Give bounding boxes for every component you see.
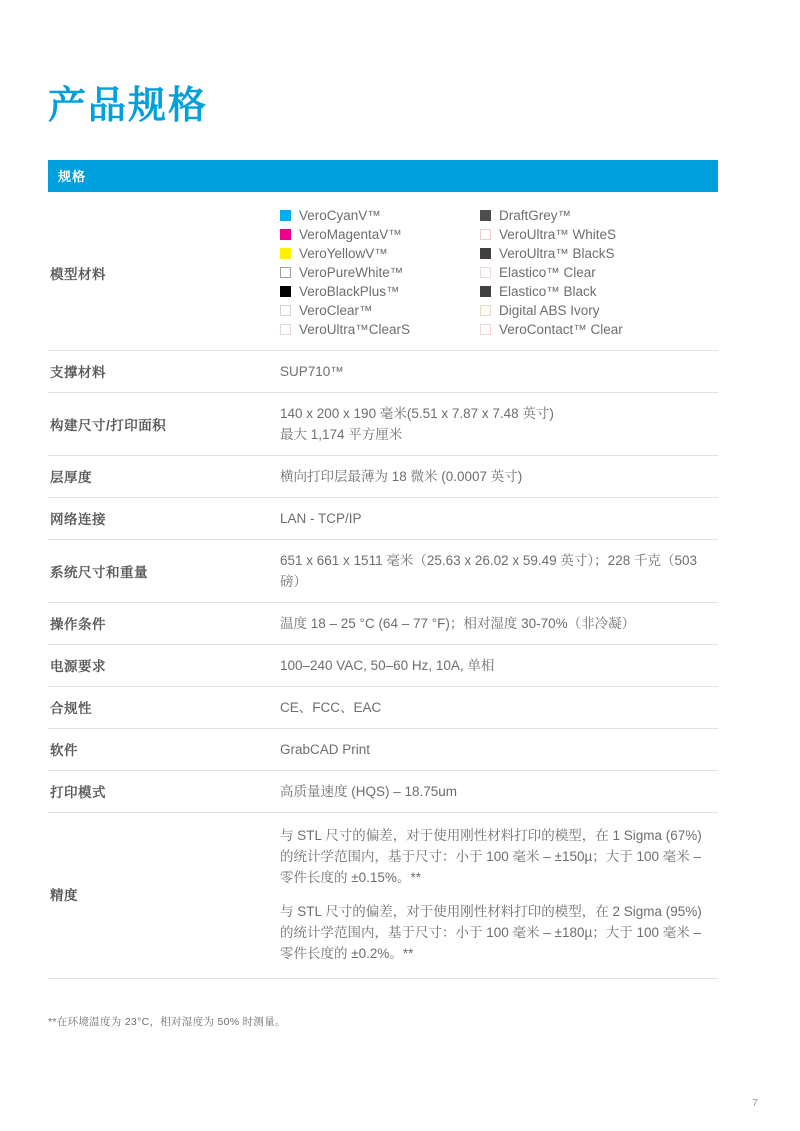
row-value <box>280 825 718 964</box>
clear-square-icon <box>480 324 491 335</box>
material-name: VeroUltra™ BlackS <box>499 245 615 261</box>
row-value <box>280 466 718 487</box>
page-title: 产品规格 <box>48 85 209 127</box>
row-label: 模型材料 <box>50 266 106 282</box>
row-label: 软件 <box>50 743 78 759</box>
material-name: DraftGrey™ <box>499 207 572 223</box>
row-label: 电源要求 <box>50 659 106 675</box>
row-label: 支撑材料 <box>50 365 106 381</box>
row-value <box>280 655 718 676</box>
table-row-system-size-weight <box>48 540 718 603</box>
row-value <box>280 403 718 445</box>
material-item <box>280 245 480 261</box>
clear-square-icon <box>280 305 291 316</box>
value-line: 100–240 VAC, 50–60 Hz, 10A, 单相 <box>280 657 495 673</box>
material-name: VeroYellowV™ <box>299 245 388 261</box>
material-item <box>480 302 680 318</box>
grey-square-icon <box>480 210 491 221</box>
row-value <box>280 739 718 760</box>
value-line: 温度 18 – 25 °C (64 – 77 °F)；相对湿度 30-70%（非冷凝） <box>280 615 636 631</box>
row-value <box>280 508 718 529</box>
section-header-bar <box>48 160 718 192</box>
value-line: 651 x 661 x 1511 毫米（25.63 x 26.02 x 59.49 英寸）；228 千克（503 磅） <box>280 552 697 589</box>
table-row-layer-thickness <box>48 456 718 498</box>
material-item <box>480 245 680 261</box>
material-item <box>480 226 680 242</box>
material-name: VeroPureWhite™ <box>299 264 404 280</box>
material-item <box>480 264 680 280</box>
material-item <box>280 321 480 337</box>
value-line: GrabCAD Print <box>280 741 371 757</box>
value-line: LAN - TCP/IP <box>280 510 362 526</box>
accuracy-paragraph-1: 与 STL 尺寸的偏差，对于使用刚性材料打印的模型，在 1 Sigma (67%) 的统计学范围内，基于尺寸：小于 100 毫米 – ±150µ；大于 100 毫米 – 零件长度的 ±0.15%。** <box>280 827 702 885</box>
table-row-build-size <box>48 393 718 456</box>
material-name: VeroCyanV™ <box>299 207 381 223</box>
material-item <box>280 226 480 242</box>
clear-square-icon <box>280 324 291 335</box>
material-name: VeroBlackPlus™ <box>299 283 400 299</box>
accuracy-paragraph-2: 与 STL 尺寸的偏差，对于使用刚性材料打印的模型，在 2 Sigma (95%) 的统计学范围内，基于尺寸：小于 100 毫米 – ±180µ；大于 100 毫米 – 零件长度的 ±0.2%。** <box>280 903 702 961</box>
table-row-power-requirements <box>48 645 718 687</box>
material-item <box>480 321 680 337</box>
row-label: 打印模式 <box>50 785 106 801</box>
material-name: VeroUltra™ClearS <box>299 321 411 337</box>
table-row-network <box>48 498 718 540</box>
yellow-square-icon <box>280 248 291 259</box>
cyan-square-icon <box>280 210 291 221</box>
table-row-operating-conditions <box>48 603 718 645</box>
material-name: VeroUltra™ WhiteS <box>499 226 617 242</box>
ivory-square-icon <box>480 305 491 316</box>
white-square-icon <box>280 267 291 278</box>
footnote: **在环境温度为 23°C，相对湿度为 50% 时测量。 <box>48 1016 286 1028</box>
row-label: 系统尺寸和重量 <box>50 564 148 580</box>
row-value <box>280 781 718 802</box>
materials-columns <box>280 207 718 337</box>
material-name: Digital ABS Ivory <box>499 302 600 318</box>
black-square-icon <box>480 248 491 259</box>
row-label: 层厚度 <box>50 470 92 486</box>
materials-column-2 <box>480 207 680 337</box>
row-label: 构建尺寸/打印面积 <box>50 417 167 433</box>
page-number: 7 <box>752 1097 758 1109</box>
black-square-icon <box>480 286 491 297</box>
material-item <box>280 207 480 223</box>
table-row-print-modes <box>48 771 718 813</box>
material-item <box>480 207 680 223</box>
section-header-label: 规格 <box>58 168 87 184</box>
white-square-icon <box>480 229 491 240</box>
materials-column-1 <box>280 207 480 337</box>
value-line: 高质量速度 (HQS) – 18.75um <box>280 783 458 799</box>
row-label: 网络连接 <box>50 512 106 528</box>
value-line: SUP710™ <box>280 363 344 379</box>
clear-square-icon <box>480 267 491 278</box>
material-item <box>280 302 480 318</box>
row-value <box>280 361 718 382</box>
row-value <box>280 613 718 634</box>
row-label: 操作条件 <box>50 617 106 633</box>
material-name: Elastico™ Clear <box>499 264 596 280</box>
material-item <box>280 283 480 299</box>
row-value <box>280 550 718 592</box>
material-name: Elastico™ Black <box>499 283 597 299</box>
table-row-model-materials <box>48 192 718 351</box>
table-row-support-material <box>48 351 718 393</box>
table-row-accuracy <box>48 813 718 979</box>
row-label: 精度 <box>50 888 78 904</box>
material-item <box>280 264 480 280</box>
value-line: 140 x 200 x 190 毫米(5.51 x 7.87 x 7.48 英寸) <box>280 405 554 421</box>
table-row-software <box>48 729 718 771</box>
value-line: CE、FCC、EAC <box>280 699 382 715</box>
material-name: VeroMagentaV™ <box>299 226 402 242</box>
material-name: VeroClear™ <box>299 302 373 318</box>
row-value <box>280 697 718 718</box>
material-item <box>480 283 680 299</box>
black-square-icon <box>280 286 291 297</box>
spec-table <box>48 192 718 979</box>
value-line: 横向打印层最薄为 18 微米 (0.0007 英寸) <box>280 468 523 484</box>
page-content <box>48 0 718 979</box>
material-name: VeroContact™ Clear <box>499 321 623 337</box>
value-line: 最大 1,174 平方厘米 <box>280 426 403 442</box>
table-row-compliance <box>48 687 718 729</box>
row-label: 合规性 <box>50 701 92 717</box>
magenta-square-icon <box>280 229 291 240</box>
